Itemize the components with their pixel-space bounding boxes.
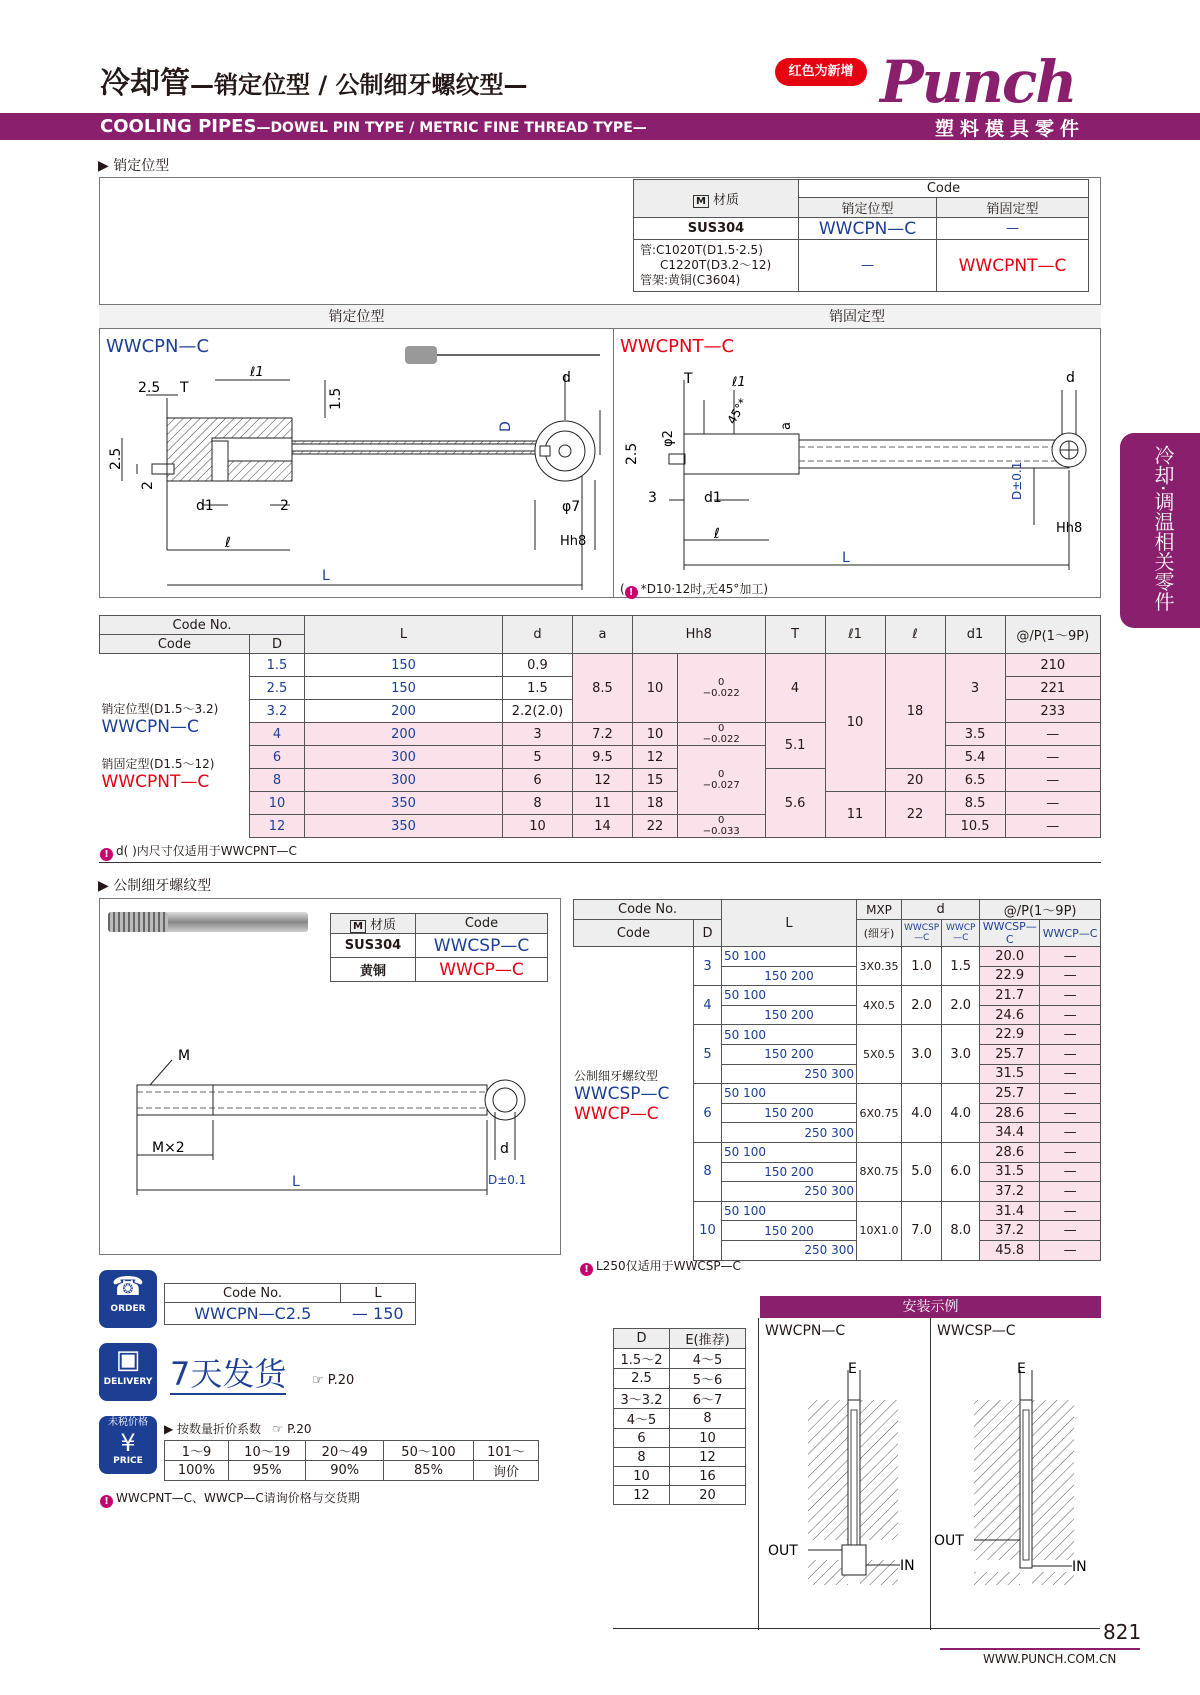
price-table: 1～9 10～19 20～49 50～100 101～ 100% 95% 90% 85% 询价 xyxy=(164,1440,539,1481)
svg-text:D±0.1: D±0.1 xyxy=(1010,461,1024,500)
table-row: 5 50 100 5X0.5 3.0 3.0 22.9 — xyxy=(574,1025,1101,1045)
table-row: 250 300 37.2 — xyxy=(574,1182,1101,1202)
install-title: 安装示例 xyxy=(760,1296,1101,1318)
section-dowel-title: ▶ 销定位型 xyxy=(98,158,170,174)
dowel-pin-drawing xyxy=(100,340,612,595)
svg-text:φ7: φ7 xyxy=(562,499,581,515)
dowel-material-table: M 材质 Code 销定位型 销固定型 SUS304 WWCPN—C — 管:C1020T(D1.5·2.5) C1220T(D3.2～12) 管架:黄铜(C3604) — WWCPNT—C xyxy=(633,179,1089,292)
table-row: 8 50 100 8X0.75 5.0 6.0 28.6 — xyxy=(574,1142,1101,1162)
table-row: 6 10 xyxy=(614,1429,746,1448)
order-table: Code No. L WWCPN—C2.5 — 150 xyxy=(164,1283,416,1325)
svg-text:IN: IN xyxy=(1072,1559,1087,1575)
svg-text:a: a xyxy=(779,422,794,430)
panel-right-code: WWCPNT—C xyxy=(620,336,735,357)
svg-text:L: L xyxy=(842,550,850,566)
page-number: 821 xyxy=(1103,1620,1142,1644)
svg-text:2: 2 xyxy=(140,481,156,490)
delivery-ref: ☞ P.20 xyxy=(312,1373,355,1388)
footer-url[interactable]: WWW.PUNCH.COM.CN xyxy=(983,1652,1117,1666)
pipe-photo xyxy=(405,346,600,364)
section-thread-title: ▶ 公制细牙螺纹型 xyxy=(98,878,212,894)
dowel-fixed-note: ( ! *D10·12时,无45°加工) xyxy=(620,582,769,598)
svg-text:2: 2 xyxy=(280,498,289,514)
price-icon: 未税价格 ¥ PRICE xyxy=(99,1416,157,1474)
svg-text:OUT: OUT xyxy=(934,1533,964,1549)
table-row: 3 50 100 3X0.35 1.0 1.5 20.0 — xyxy=(574,947,1101,967)
table-row: 8 12 xyxy=(614,1448,746,1467)
panel-right-title: 销固定型 xyxy=(613,305,1101,329)
page-title-cn: 冷却管—销定位型 / 公制细牙螺纹型— xyxy=(100,66,528,101)
table-row: 250 300 31.5 — xyxy=(574,1064,1101,1084)
footer-rule xyxy=(940,1648,1140,1650)
table-row: 150 200 31.5 — xyxy=(574,1162,1101,1182)
table-row: 150 200 22.9 — xyxy=(574,966,1101,986)
svg-text:T: T xyxy=(180,380,189,396)
table-row: 4 50 100 4X0.5 2.0 2.0 21.7 — xyxy=(574,986,1101,1006)
install-drawing-left xyxy=(760,1355,930,1590)
thread-photo-threads xyxy=(108,912,168,932)
table-row: 150 200 24.6 — xyxy=(574,1005,1101,1025)
install-left-title: WWCPN—C xyxy=(765,1323,846,1339)
dowel-spec-table: Code No. L d a Hh8 T ℓ1 ℓ d1 @/P(1～9P) Code D 销定位型(D1.5～3.2) WWCPN—C 销固定型(D1.5～12) WWCPNT—C 1.5 150 0.9 8.5 10 0 −0.022 4 10 18 3 210 2.5 150 1.5 221 3.2 200 2.2(2.0) 233 4 200 3 7.2 10 0 −0.022 5.1 3.5 — 6 300 5 9.5 12 0 −0.027 5.4 — 8 300 6 12 15 5.6 20 6.5 — 10 350 8 11 18 11 22 8.5 — 12 350 10 14 22 0 −0.033 10.5 — xyxy=(99,615,1101,838)
order-icon: ☎ ORDER xyxy=(99,1270,157,1328)
svg-text:ℓ1: ℓ1 xyxy=(732,375,746,390)
svg-text:2.5: 2.5 xyxy=(138,380,161,396)
svg-text:45°*: 45°* xyxy=(724,395,751,427)
dowel-fixed-drawing xyxy=(614,340,1100,570)
svg-text:M: M xyxy=(178,1048,191,1064)
table-row: 12 20 xyxy=(614,1486,746,1505)
divider xyxy=(99,862,1101,863)
svg-text:ℓ1: ℓ1 xyxy=(250,365,264,380)
panel-left-code: WWCPN—C xyxy=(106,336,210,357)
thread-spec-table: Code No. L MXP d @/P(1～9P) Code D (细牙) WWCSP—C WWCP—C WWCSP—C WWCP—C 3 50 100 3X0.35 1.0 1.5 20.0 — 150 200 22.9 — 4 50 100 4X0.5 2.0 2.0 21.7 — 150 200 24.6 — 5 50 100 5X0.5 3.0 3.0 22.9 — 150 200 25.7 — 250 300 31.5 — 6 50 100 6X0.75 4.0 4.0 25.7 — 150 200 28.6 — 250 300 34.4 — 8 50 100 8X0.75 5.0 6.0 28.6 — 150 200 31.5 — 250 300 37.2 — 10 50 100 10X1.0 7.0 8.0 31.4 — 150 200 37.2 — 250 300 45.8 — xyxy=(573,899,1101,1261)
table-row: 4～5 8 xyxy=(614,1409,746,1429)
thread-label: 公制细牙螺纹型 WWCSP—C WWCP—C xyxy=(574,1069,670,1124)
svg-text:Hh8: Hh8 xyxy=(560,534,587,549)
svg-text:Hh8: Hh8 xyxy=(1056,521,1083,536)
table-row: 1.5～2 4～5 xyxy=(614,1349,746,1369)
svg-text:IN: IN xyxy=(900,1558,915,1574)
svg-text:2.5: 2.5 xyxy=(624,442,640,465)
table-row: 250 300 34.4 — xyxy=(574,1123,1101,1143)
table-row: 10 16 xyxy=(614,1467,746,1486)
install-drawing-right xyxy=(932,1355,1100,1590)
svg-text:1.5: 1.5 xyxy=(328,387,344,410)
install-right-title: WWCSP—C xyxy=(937,1323,1016,1339)
svg-text:3: 3 xyxy=(648,490,657,506)
install-divider xyxy=(930,1318,931,1630)
panel-left-title: 销定位型 xyxy=(99,305,614,329)
price-note: ! WWCPNT—C、WWCP—C请询价格与交货期 xyxy=(100,1489,360,1508)
svg-text:d1: d1 xyxy=(704,490,722,506)
svg-text:d: d xyxy=(500,1141,509,1157)
table-row: 2.5 5～6 xyxy=(614,1369,746,1389)
table-row: 250 300 45.8 — xyxy=(574,1240,1101,1260)
svg-text:d1: d1 xyxy=(196,498,214,514)
svg-text:L: L xyxy=(292,1174,300,1190)
page-title-en: COOLING PIPES—DOWEL PIN TYPE / METRIC FINE THREAD TYPE— xyxy=(100,116,647,137)
svg-text:2.5: 2.5 xyxy=(108,447,124,470)
svg-text:M×2: M×2 xyxy=(152,1140,185,1156)
footer-line xyxy=(613,1628,1100,1629)
table-row: 10 50 100 10X1.0 7.0 8.0 31.4 — xyxy=(574,1201,1101,1221)
install-table: D E(推荐) 1.5～2 4～5 2.5 5～6 3～3.2 6～7 4～5 8 6 10 8 12 10 16 12 20 xyxy=(613,1328,746,1505)
svg-text:D±0.1: D±0.1 xyxy=(488,1173,527,1187)
svg-text:ℓ: ℓ xyxy=(714,526,720,542)
thread-drawing xyxy=(110,1040,550,1200)
table-row: 150 200 25.7 — xyxy=(574,1044,1101,1064)
dowel-table-note: ! d( )内尺寸仅适用于WWCPNT—C xyxy=(100,842,297,861)
table-row: 6 50 100 6X0.75 4.0 4.0 25.7 — xyxy=(574,1084,1101,1104)
thread-note: ! L250仅适用于WWCSP—C xyxy=(580,1257,741,1276)
price-title: ▶ 按数量折价系数 ☞ P.20 xyxy=(164,1422,312,1436)
svg-text:E: E xyxy=(848,1361,857,1377)
side-tab-label: 冷却·调温相关零件 xyxy=(1151,445,1175,612)
svg-text:ℓ: ℓ xyxy=(225,535,231,551)
svg-text:E: E xyxy=(1017,1361,1026,1377)
svg-text:L: L xyxy=(322,568,330,584)
new-badge: 红色为新增 xyxy=(775,58,867,86)
brand-subtitle: 塑料模具零件 xyxy=(935,118,1086,140)
table-row: 150 200 37.2 — xyxy=(574,1221,1101,1241)
thread-material-table: M 材质 Code SUS304 WWCSP—C 黄铜 WWCP—C xyxy=(330,913,548,982)
svg-text:D: D xyxy=(498,421,514,432)
svg-text:φ2: φ2 xyxy=(661,430,676,447)
svg-text:OUT: OUT xyxy=(768,1543,798,1559)
svg-text:d: d xyxy=(562,370,571,386)
table-row: 150 200 28.6 — xyxy=(574,1103,1101,1123)
delivery-text: 7天发货 xyxy=(170,1355,287,1393)
delivery-icon: ▣ DELIVERY xyxy=(99,1343,157,1401)
svg-text:T: T xyxy=(684,371,693,387)
svg-text:d: d xyxy=(1066,370,1075,386)
table-row: 3～3.2 6～7 xyxy=(614,1389,746,1409)
brand-logo: Punch xyxy=(880,48,1076,116)
